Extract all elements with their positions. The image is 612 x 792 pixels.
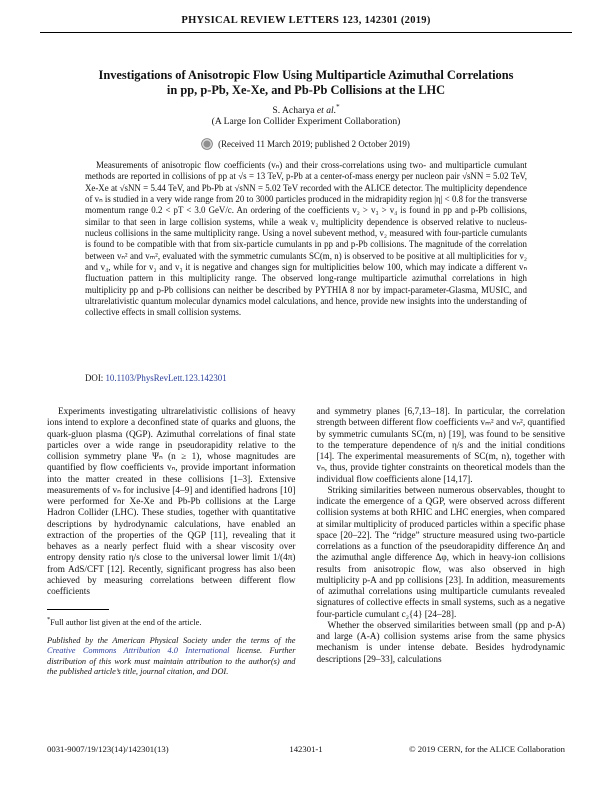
doi-label: DOI: — [85, 373, 106, 383]
received-text: (Received 11 March 2019; published 2 October 2019) — [218, 139, 410, 149]
author-etal: et al. — [316, 105, 337, 117]
article-title-line1: Investigations of Anisotropic Flow Using Multiparticle Azimuthal Correlations — [98, 68, 514, 82]
abstract-text: Measurements of anisotropic flow coefficients (vₙ) and their cross-correlations using two- and multiparticle cumulant methods are reported in collisions of pp at √s = 13 TeV, p-Pb at a center-of-mass energy per nucleon pair √sNN = 5.02 TeV, Xe-Xe at √sNN = 5.44 TeV, and Pb-Pb at √sNN = 5.02 TeV recorded with the ALICE detector. The multiplicity dependence of vₙ is studied in a very wide range from 20 to 3000 particles produced in the midrapidity region |η| < 0.8 for the transverse momentum range 0.2 < pT < 3.0 GeV/c. An ordering of the coefficients v₂ > v₃ > v₄ is found in pp and p-Pb collisions, similar to that seen in large collision systems, while a weak v₂ multiplicity dependence is observed relative to nucleus-nucleus collisions in the same multiplicity range. Using a novel subevent method, v₂ measured with four-particle cumulants is found to be compatible with that from six-particle cumulants in pp and p-Pb collisions. The magnitude of the correlation between vₙ² and vₘ², evaluated with the symmetric cumulants SC(m, n) is observed to be positive at all multiplicities for v₂ and v₄, while for v₂ and v₃ it is negative and changes sign for multiplicities below 100, which may indicate a different vₙ fluctuation pattern in this multiplicity range. The observed long-range multiparticle azimuthal correlations in high multiplicity pp and p-Pb collisions can neither be described by PYTHIA 8 nor by impact-parameter-Glasma, MUSIC, and ultrarelativistic quantum molecular dynamics model calculations, and hence, provide new insights into the understanding of collective effects in small collision systems. — [85, 160, 527, 318]
footnote-text: Full author list given at the end of the article. — [50, 618, 202, 628]
license-text-post: license. Further distribution of this work must maintain attribution to the author(s) and the published article’s title, journal citation, and DOI. — [47, 646, 296, 677]
author-name: S. Acharya — [272, 105, 317, 117]
received-line — [0, 139, 612, 149]
author-footnote-mark[interactable]: * — [336, 103, 340, 111]
journal-header: PHYSICAL REVIEW LETTERS 123, 142301 (2019) — [40, 15, 572, 33]
footnote-divider — [47, 609, 109, 610]
page-footer — [47, 744, 565, 754]
article-title — [55, 68, 557, 97]
body-columns — [47, 407, 565, 678]
license-paragraph — [47, 636, 296, 678]
crossmark-icon[interactable] — [202, 139, 212, 149]
author-line — [0, 103, 612, 116]
issn-code: 0031-9007/19/123(14)/142301(13) — [47, 744, 169, 754]
body-paragraph: Whether the observed similarities between small (pp and p-A) and large (A-A) collision systems arise from the same physics mechanism is under intense debate. Besides hydrodynamic descriptions [29–33], calculations — [316, 620, 565, 665]
body-paragraph: and symmetry planes [6,7,13–18]. In particular, the correlation strength between different flow coefficients vₘ² and vₙ², quantified by symmetric cumulants SC(m, n) [19], was found to be sensitive to the temperature dependence of η/s and the initial conditions [14]. The experimental measurements of SC(m, n), together with vₙ, thus, provide tighter constraints on theoretical models than the individual flow coefficients alone [14,17]. — [316, 407, 565, 485]
copyright: © 2019 CERN, for the ALICE Collaboration — [409, 744, 565, 754]
left-column — [47, 407, 296, 678]
author-footnote — [47, 615, 296, 628]
footnote-mark: * — [47, 616, 51, 624]
article-title-line2: in pp, p-Pb, Xe-Xe, and Pb-Pb Collisions at the LHC — [166, 82, 446, 97]
doi-line — [85, 373, 227, 383]
license-text-pre: Published by the American Physical Society under the terms of the — [47, 635, 296, 645]
license-link[interactable]: Creative Commons Attribution 4.0 International — [47, 646, 230, 656]
right-column — [317, 407, 566, 678]
page-number: 142301-1 — [289, 744, 323, 754]
doi-link[interactable]: 10.1103/PhysRevLett.123.142301 — [105, 373, 227, 383]
body-paragraph: Experiments investigating ultrarelativistic collisions of heavy ions intend to explore a deconfined state of quarks and gluons, the quark-gluon plasma (QGP). Azimuthal correlations of final state particles over a wide range in pseudorapidity relative to the collision symmetry plane Ψₙ (n ≥ 1), whose magnitudes are quantified by flow coefficients vₙ, provide important information into the matter created in these collisions [1–3]. Extensive measurements of vₙ for inclusive [4–9] and identified hadrons [10] were performed for Xe-Xe and Pb-Pb collisions at the Large Hadron Collider (LHC). These studies, together with quantitative descriptions by hydrodynamic calculations, have enabled an extraction of the properties of the QGP [11], revealing that it behaves as a nearly perfect fluid with a shear viscosity over entropy density ratio η/s close to the universal lower limit 1/(4π) from AdS/CFT [12]. Recently, significant progress has also been achieved by measuring correlations between different flow coefficients — [47, 407, 296, 597]
body-paragraph: Striking similarities between numerous observables, thought to indicate the emergence of a QGP, were observed across different collision systems at both RHIC and LHC energies, when compared at similar multiplicity of produced particles within a specific phase space [20–22]. The “ridge” structure measured using two-particle correlations as a function of the pseudorapidity difference Δη and the azimuthal angle difference Δφ, which in heavy-ion collisions results from anisotropic flow, was also observed in high multiplicity p-A and pp collisions [23]. In addition, measurements of azimuthal correlations using multiparticle cumulants revealed signatures of collective effects in small systems, such as a negative four-particle cumulant c₂{4} [24–28]. — [316, 485, 566, 620]
collaboration-line: (A Large Ion Collider Experiment Collaboration) — [211, 116, 401, 127]
